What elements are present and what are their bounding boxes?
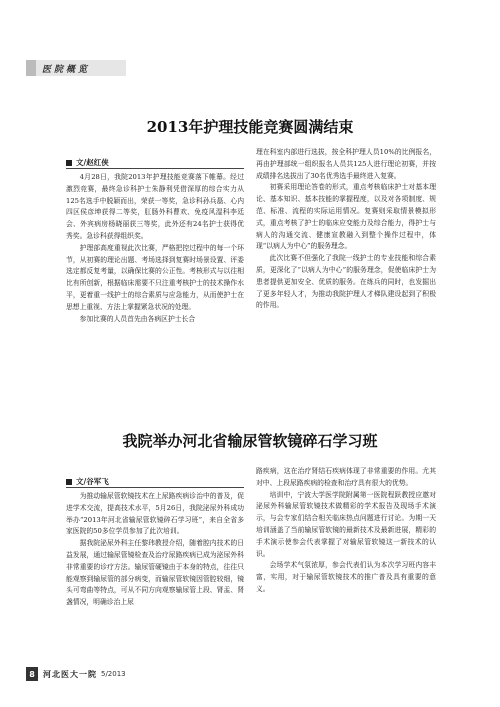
- article2-right-column: [256, 466, 436, 596]
- paragraph: 理在科室内部进行选拔，按全科护理人员10%的比例报名，再由护理部统一组织报名人员共125人进行理论初赛，并按成绩排名选拔出了30名优秀选手最终进入复赛。: [256, 148, 436, 180]
- author-marker: [66, 160, 72, 166]
- paragraph: 护理部高度重视此次比赛，严格把控过程中的每一个环节，从初赛的理论出题、考场选择到复赛时场景设置、评委选定都反复考量，以确保比赛的公正性。考核形式与以往相比有所创新，根据临床需要不只注重考核护士的技术操作水平，更着重一线护士的综合素质与应急能力，从而使护士在思想上重视、方法上掌握紧急状况的处理。: [66, 243, 244, 311]
- article1-author-text: 文/赵红侠: [76, 158, 109, 167]
- article2-author-text: 文/谷军飞: [76, 477, 109, 486]
- paragraph: 此次比赛不但强化了我院一线护士的专业技能和综合素质，更深化了“以病人为中心”的服务理念，促使临床护士为患者提供更加安全、优质的服务。在练兵的同时，也发掘出了更多年轻人才，为推动我院护理人才梯队建设起到了积极的作用。: [256, 254, 436, 310]
- paragraph: 参加比赛的人员首先由各病区护士长合: [79, 314, 196, 323]
- section-tab: [26, 60, 126, 76]
- paragraph: 培训中，宁波大学医学院附属第一医院程跃教授应邀对泌尿外科输尿管软镜技术做精彩的学术报告及现场手术演示，与会专家们结合相关临床热点问题进行讨论。为期一天培训涵盖了当前输尿管软镜的最新技术及最新进展，精彩的手术演示使参会代表掌握了对输尿管软镜这一新技术的认识。: [256, 490, 436, 558]
- section-label: 医院概览: [42, 64, 91, 75]
- paragraph: 初赛采用理论答卷的形式，重点考核临床护士对基本理论、基本知识、基本技能的掌握程度，以及对各项制度、规范、标准、流程的实际运用情况。复赛则采取情景模拟形式，重点考核了护士的临床应变能力及综合能力，得护士与病人的沟通交流、健康宣教融入到整个操作过程中，体现“以病人为中心”的服务理念。: [256, 183, 436, 251]
- article2-author: [66, 476, 109, 487]
- issue-number: 5/2013: [101, 670, 126, 678]
- paragraph: 为推动输尿管软镜技术在上尿路疾病诊治中的普及，促进学术交流，提高技术水平，5月26日，我院泌尿外科成功举办“2013年河北省输尿管软镜碎石学习班”，来自全省多家医院的50多位学员参加了此次培训。: [66, 492, 244, 536]
- page-number: 8: [26, 667, 38, 681]
- page-footer: [26, 667, 126, 681]
- article2-title: 我院举办河北省输尿管软镜碎石学习班: [122, 432, 378, 450]
- paragraph: 4月28日，我院2013年护理技能竞赛落下帷幕。经过激烈竞赛，最终急诊科护士朱静利凭借深厚的综合实力从125名选手中脱颖而出，荣获一等奖，急诊科孙兵磊、心内四区侯彦坤获得二等奖，肛肠外科曹欢、免疫风湿科李廷会、外宾病房杨晓丽获三等奖，此外还有24名护士获得优秀奖。急诊科获得组织奖。: [66, 173, 244, 240]
- article1-left-column: [66, 172, 244, 325]
- article1-title: 2013年护理技能竞赛圆满结束: [146, 118, 354, 136]
- article2-author-divider: [66, 487, 244, 488]
- article1-author: [66, 157, 109, 168]
- article2-left-column: [66, 491, 244, 609]
- paragraph: 路疾病，这在治疗肾结石疾病体现了非常重要的作用。尤其对中、上段尿路疾病的检查和治疗具有很大的优势。: [256, 467, 436, 487]
- paragraph: 据我院泌尿外科主任黎玮教授介绍，随着腔内技术的日益发展，通过输尿管镜检查及治疗尿路疾病已成为泌尿外科非常重要的诊疗方法。输尿管硬镜由于本身的特点，往往只能观察到输尿管的部分病变，而输尿管软镜因管腔较细，镜头可弯曲等特点，可从不同方向观察输尿管上段、肾盂、肾盏情况，明确诊治上尿: [66, 539, 244, 607]
- paragraph: 会场学术气氛浓厚，参会代表们认为本次学习班内容丰富，实用，对于输尿管软镜技术的推广普及具有重要的意义。: [256, 561, 436, 593]
- article1-right-column: [256, 147, 436, 312]
- article1-author-divider: [66, 168, 244, 169]
- author-marker: [66, 479, 72, 485]
- magazine-name: 河北医大一院: [43, 669, 97, 679]
